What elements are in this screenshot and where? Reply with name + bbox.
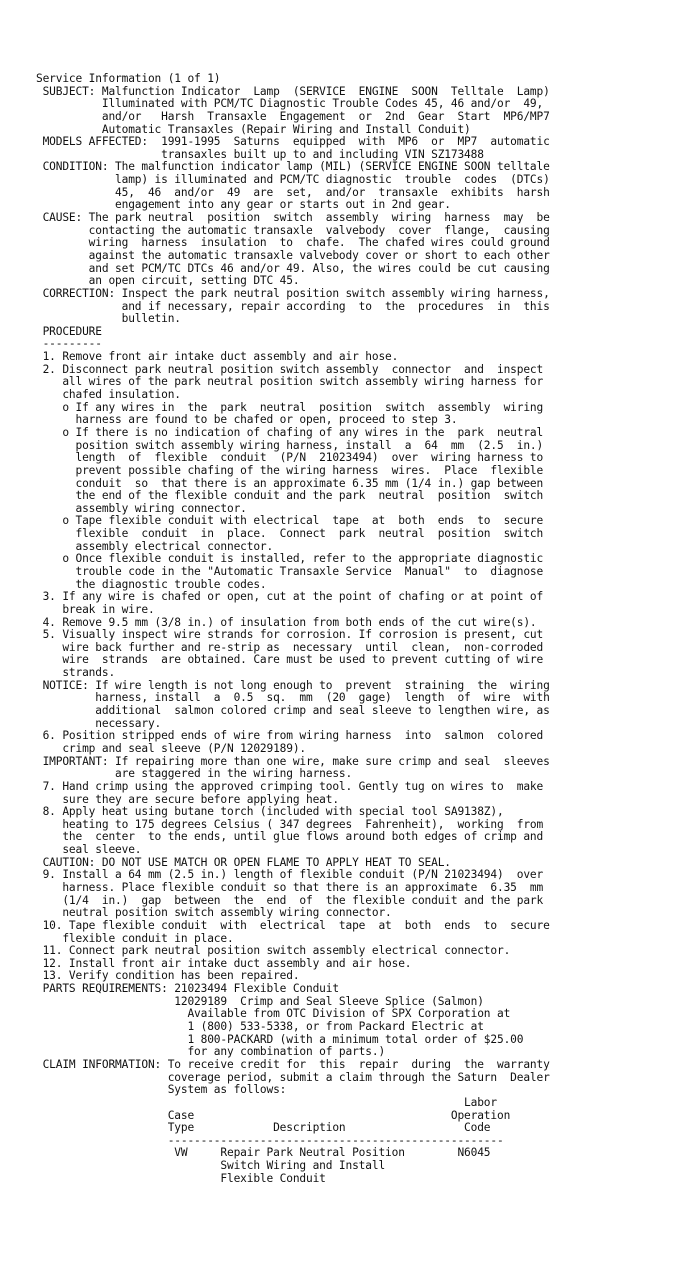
document-line: transaxles built up to and including VIN SZ173488 bbox=[36, 147, 484, 161]
document-line: 12. Install front air intake duct assembly and air hose. bbox=[36, 956, 412, 970]
document-line: break in wire. bbox=[36, 602, 155, 616]
document-line: 1 (800) 533-5338, or from Packard Electric at bbox=[36, 1020, 484, 1034]
document-line: CAUTION: DO NOT USE MATCH OR OPEN FLAME TO APPLY HEAT TO SEAL. bbox=[36, 855, 451, 869]
document-line: PARTS REQUIREMENTS: 21023494 Flexible Conduit bbox=[36, 982, 339, 996]
document-line: SUBJECT: Malfunction Indicator Lamp (SERVICE ENGINE SOON Telltale Lamp) bbox=[36, 84, 550, 98]
document-line: CORRECTION: Inspect the park neutral position switch assembly wiring harness, bbox=[36, 286, 550, 300]
document-line: wiring harness insulation to chafe. The chafed wires could ground bbox=[36, 236, 550, 250]
document-line: heating to 175 degrees Celsius ( 347 degrees Fahrenheit), working from bbox=[36, 817, 544, 831]
document-line: IMPORTANT: If repairing more than one wire, make sure crimp and seal sleeves bbox=[36, 754, 550, 768]
document-line: 1. Remove front air intake duct assembly and air hose. bbox=[36, 350, 399, 364]
document-line: wire back further and re-strip as necessary until clean, non-corroded bbox=[36, 640, 544, 654]
document-line: Flexible Conduit bbox=[36, 1171, 326, 1185]
document-line: Service Information (1 of 1) bbox=[36, 72, 221, 85]
document-line: 11. Connect park neutral position switch assembly electrical connector. bbox=[36, 944, 511, 958]
document-line: System as follows: bbox=[36, 1083, 287, 1097]
document-line: 13. Verify condition has been repaired. bbox=[36, 969, 300, 983]
document-line: neutral position switch assembly wiring connector. bbox=[36, 906, 392, 920]
document-line: o Tape flexible conduit with electrical tape at both ends to secure bbox=[36, 514, 544, 528]
document-line: harness, install a 0.5 sq. mm (20 gage) length of wire with bbox=[36, 691, 550, 705]
document-line: are staggered in the wiring harness. bbox=[36, 767, 353, 781]
document-line: 6. Position stripped ends of wire from wiring harness into salmon colored bbox=[36, 729, 544, 743]
document-line: and set PCM/TC DTCs 46 and/or 49. Also, the wires could be cut causing bbox=[36, 261, 550, 275]
document-line: length of flexible conduit (P/N 21023494) over wiring harness to bbox=[36, 451, 544, 465]
document-line: against the automatic transaxle valvebody cover or short to each other bbox=[36, 248, 550, 262]
document-line: 45, 46 and/or 49 are set, and/or transaxle exhibits harsh bbox=[36, 185, 550, 199]
document-line: Switch Wiring and Install bbox=[36, 1159, 386, 1173]
document-line: PROCEDURE bbox=[36, 324, 102, 338]
document-line: 9. Install a 64 mm (2.5 in.) length of flexible conduit (P/N 21023494) over bbox=[36, 868, 544, 882]
document-line: o If there is no indication of chafing of any wires in the park neutral bbox=[36, 425, 544, 439]
document-line: the center to the ends, until glue flows around both edges of crimp and bbox=[36, 830, 544, 844]
document-line: NOTICE: If wire length is not long enough to prevent straining the wiring bbox=[36, 678, 550, 692]
document-line: flexible conduit in place. Connect park neutral position switch bbox=[36, 527, 544, 541]
document-line: bulletin. bbox=[36, 312, 181, 326]
document-line: and/or Harsh Transaxle Engagement or 2nd Gear Start MP6/MP7 bbox=[36, 109, 550, 123]
document-line: 10. Tape flexible conduit with electrical tape at both ends to secure bbox=[36, 918, 550, 932]
document-line: --------- bbox=[36, 337, 102, 351]
document-line: contacting the automatic transaxle valvebody cover flange, causing bbox=[36, 223, 550, 237]
document-line: CONDITION: The malfunction indicator lamp (MIL) (SERVICE ENGINE SOON telltale bbox=[36, 160, 550, 174]
document-line: all wires of the park neutral position switch assembly wiring harness for bbox=[36, 375, 544, 389]
document-line: seal sleeve. bbox=[36, 843, 142, 857]
document-line: Case Operation bbox=[36, 1108, 511, 1122]
document-line: assembly wiring connector. bbox=[36, 501, 247, 515]
document-line: for any combination of parts.) bbox=[36, 1045, 386, 1059]
document-line: Automatic Transaxles (Repair Wiring and Install Conduit) bbox=[36, 122, 471, 136]
document-line: position switch assembly wiring harness, install a 64 mm (2.5 in.) bbox=[36, 438, 544, 452]
document-line: additional salmon colored crimp and seal sleeve to lengthen wire, as bbox=[36, 704, 550, 718]
document-line: 1 800-PACKARD (with a minimum total order of $25.00 bbox=[36, 1032, 524, 1046]
document-line: sure they are secure before applying heat. bbox=[36, 792, 339, 806]
document-line: assembly electrical connector. bbox=[36, 539, 274, 553]
document-line: VW Repair Park Neutral Position N6045 bbox=[36, 1146, 491, 1160]
document-line: necessary. bbox=[36, 716, 162, 730]
document-line: harness are found to be chafed or open, proceed to step 3. bbox=[36, 413, 458, 427]
service-bulletin-text bbox=[36, 73, 550, 1185]
document-line: 2. Disconnect park neutral position switch assembly connector and inspect bbox=[36, 362, 544, 376]
document-line: coverage period, submit a claim through the Saturn Dealer bbox=[36, 1070, 550, 1084]
document-line: strands. bbox=[36, 666, 116, 680]
document-line: wire strands are obtained. Care must be used to prevent cutting of wire bbox=[36, 653, 544, 667]
document-line: (1/4 in.) gap between the end of the flexible conduit and the park bbox=[36, 893, 544, 907]
document-line: crimp and seal sleeve (P/N 12029189). bbox=[36, 741, 307, 755]
document-line: 12029189 Crimp and Seal Sleeve Splice (Salmon) bbox=[36, 994, 484, 1008]
document-line: trouble code in the "Automatic Transaxle Service Manual" to diagnose bbox=[36, 564, 544, 578]
document-line: o Once flexible conduit is installed, refer to the appropriate diagnostic bbox=[36, 552, 544, 566]
document-line: CAUSE: The park neutral position switch assembly wiring harness may be bbox=[36, 211, 550, 225]
document-line: CLAIM INFORMATION: To receive credit for this repair during the warranty bbox=[36, 1057, 550, 1071]
document-line: 7. Hand crimp using the approved crimping tool. Gently tug on wires to make bbox=[36, 779, 544, 793]
document-line: lamp) is illuminated and PCM/TC diagnostic trouble codes (DTCs) bbox=[36, 173, 550, 187]
document-line: 4. Remove 9.5 mm (3/8 in.) of insulation from both ends of the cut wire(s). bbox=[36, 615, 537, 629]
document-line: --------------------------------------------------- bbox=[36, 1133, 504, 1147]
document-line: o If any wires in the park neutral position switch assembly wiring bbox=[36, 400, 544, 414]
document-line: prevent possible chafing of the wiring harness wires. Place flexible bbox=[36, 463, 544, 477]
document-line: Available from OTC Division of SPX Corporation at bbox=[36, 1007, 511, 1021]
document-line: flexible conduit in place. bbox=[36, 931, 234, 945]
document-line: the diagnostic trouble codes. bbox=[36, 577, 267, 591]
document-line: Illuminated with PCM/TC Diagnostic Trouble Codes 45, 46 and/or 49, bbox=[36, 97, 544, 111]
document-line: 3. If any wire is chafed or open, cut at the point of chafing or at point of bbox=[36, 590, 544, 604]
document-line: the end of the flexible conduit and the park neutral position switch bbox=[36, 489, 544, 503]
document-line: 5. Visually inspect wire strands for corrosion. If corrosion is present, cut bbox=[36, 628, 544, 642]
document-line: Type Description Code bbox=[36, 1121, 491, 1135]
document-line: and if necessary, repair according to the procedures in this bbox=[36, 299, 550, 313]
document-line: conduit so that there is an approximate 6.35 mm (1/4 in.) gap between bbox=[36, 476, 544, 490]
document-line: Labor bbox=[36, 1095, 497, 1109]
document-line: chafed insulation. bbox=[36, 388, 181, 402]
document-line: an open circuit, setting DTC 45. bbox=[36, 274, 300, 288]
document-line: engagement into any gear or starts out in 2nd gear. bbox=[36, 198, 451, 212]
document-line: harness. Place flexible conduit so that there is an approximate 6.35 mm bbox=[36, 881, 544, 894]
document-line: 8. Apply heat using butane torch (included with special tool SA9138Z), bbox=[36, 805, 504, 819]
document-line: MODELS AFFECTED: 1991-1995 Saturns equipped with MP6 or MP7 automatic bbox=[36, 135, 550, 149]
